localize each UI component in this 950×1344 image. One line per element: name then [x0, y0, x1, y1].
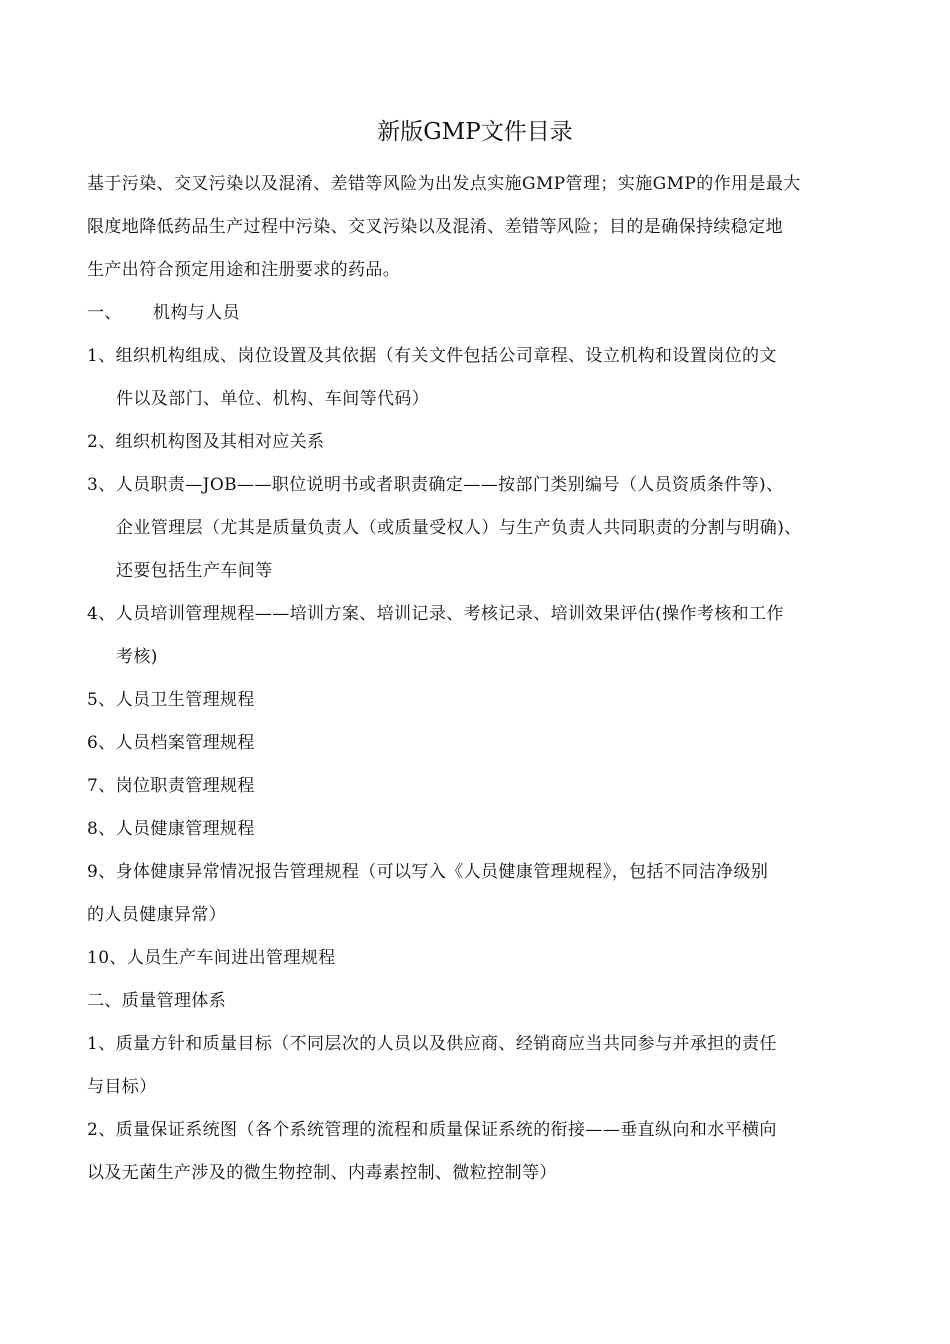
item-4-line-1: 4、人员培训管理规程——培训方案、培训记录、考核记录、培训效果评估(操作考核和工作 [87, 604, 784, 624]
item-3-line-3: 还要包括生产车间等 [116, 561, 273, 581]
item-8-line-1: 8、人员健康管理规程 [87, 819, 255, 839]
item-3-line-2: 企业管理层（尤其是质量负责人（或质量受权人）与生产负责人共同职责的分割与明确)、 [116, 518, 802, 538]
s2-item-2-line-2: 以及无菌生产涉及的微生物控制、内毒素控制、微粒控制等） [87, 1163, 557, 1183]
item-3-line-1: 3、人员职责—JOB——职位说明书或者职责确定——按部门类别编号（人员资质条件等)、 [87, 475, 784, 495]
item-4-line-2: 考核) [116, 647, 158, 667]
section-2-heading: 二、质量管理体系 [87, 991, 227, 1011]
section-1-heading [87, 299, 240, 327]
document-title: 新版GMP文件目录 [377, 119, 573, 145]
s2-item-1-line-1: 1、质量方针和质量目标（不同层次的人员以及供应商、经销商应当共同参与并承担的责任 [87, 1034, 777, 1054]
intro-line-1: 基于污染、交叉污染以及混淆、差错等风险为出发点实施GMP管理；实施GMP的作用是最大 [87, 174, 801, 194]
s2-item-1-line-2: 与目标） [87, 1077, 157, 1097]
item-9-line-1: 9、身体健康异常情况报告管理规程（可以写入《人员健康管理规程》，包括不同洁净级别 [87, 862, 769, 882]
item-1-line-2: 件以及部门、单位、机构、车间等代码） [116, 389, 430, 409]
item-7-line-1: 7、岗位职责管理规程 [87, 776, 255, 796]
s2-item-2-line-1: 2、质量保证系统图（各个系统管理的流程和质量保证系统的衔接——垂直纵向和水平横向 [87, 1120, 777, 1140]
item-9-line-2: 的人员健康异常） [87, 905, 227, 925]
section-1-mark: 一、 [87, 303, 122, 323]
item-6-line-1: 6、人员档案管理规程 [87, 733, 255, 753]
item-2-line-1: 2、组织机构图及其相对应关系 [87, 432, 325, 452]
intro-line-3: 生产出符合预定用途和注册要求的药品。 [87, 260, 401, 280]
item-1-line-1: 1、组织机构组成、岗位设置及其依据（有关文件包括公司章程、设立机构和设置岗位的文 [87, 346, 777, 366]
intro-line-2: 限度地降低药品生产过程中污染、交叉污染以及混淆、差错等风险；目的是确保持续稳定地 [87, 217, 783, 237]
item-5-line-1: 5、人员卫生管理规程 [87, 690, 255, 710]
item-10-line-1: 10、人员生产车间进出管理规程 [87, 948, 336, 968]
section-1-title: 机构与人员 [153, 303, 240, 323]
